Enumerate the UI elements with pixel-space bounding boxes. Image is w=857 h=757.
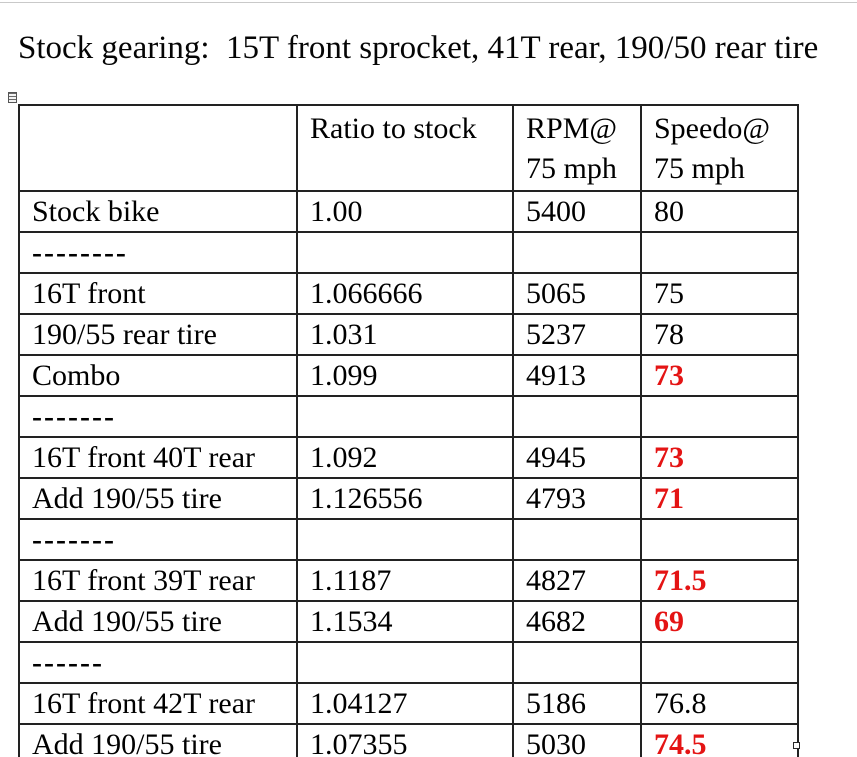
table-resize-handle[interactable]	[793, 742, 800, 749]
table-divider-row	[19, 642, 798, 683]
table-divider-row	[19, 396, 798, 437]
ratio-cell: 1.1534	[297, 601, 513, 642]
rpm-cell: 5400	[513, 191, 641, 232]
row-label-cell: 16T front 40T rear	[19, 437, 297, 478]
ratio-cell: 1.031	[297, 314, 513, 355]
rpm-cell: 4682	[513, 601, 641, 642]
table-row-add-190-55-tire	[19, 724, 798, 757]
speedo-cell: 71.5	[641, 560, 798, 601]
ratio-cell: 1.1187	[297, 560, 513, 601]
table-row-combo	[19, 355, 798, 396]
rpm-cell	[513, 642, 641, 683]
top-edge-line	[0, 2, 857, 3]
rpm-cell: 4945	[513, 437, 641, 478]
speedo-cell	[641, 396, 798, 437]
column-header-rpm-line2: 75 mph	[526, 152, 617, 185]
speedo-cell: 73	[641, 437, 798, 478]
speedo-cell: 80	[641, 191, 798, 232]
column-header-blank	[19, 105, 297, 191]
table-row-16t-front-40t-rear	[19, 437, 798, 478]
ratio-cell: 1.04127	[297, 683, 513, 724]
column-header-speedo-line1: Speedo@	[654, 112, 770, 145]
ratio-cell: 1.126556	[297, 478, 513, 519]
speedo-cell: 76.8	[641, 683, 798, 724]
page-title: Stock gearing: 15T front sprocket, 41T rear, 190/50 rear tire	[18, 30, 819, 66]
table-row-add-190-55-tire	[19, 478, 798, 519]
column-header-rpm	[513, 105, 641, 191]
column-header-rpm-line1: RPM@	[526, 112, 617, 145]
gearing-table	[18, 104, 799, 757]
speedo-cell: 74.5	[641, 724, 798, 757]
table-row-16t-front-42t-rear	[19, 683, 798, 724]
table-divider-row	[19, 519, 798, 560]
rpm-cell: 4913	[513, 355, 641, 396]
row-label-cell: Add 190/55 tire	[19, 478, 297, 519]
column-header-ratio: Ratio to stock	[297, 105, 513, 191]
row-label-cell: Combo	[19, 355, 297, 396]
ratio-cell	[297, 519, 513, 560]
ratio-cell	[297, 232, 513, 273]
table-row-16t-front-39t-rear	[19, 560, 798, 601]
table-row-190-55-rear-tire	[19, 314, 798, 355]
table-divider-row	[19, 232, 798, 273]
row-label-cell: Add 190/55 tire	[19, 601, 297, 642]
divider-dashes: ------	[19, 642, 297, 683]
rpm-cell	[513, 519, 641, 560]
table-row-add-190-55-tire	[19, 601, 798, 642]
speedo-cell	[641, 519, 798, 560]
table-move-handle-icon[interactable]	[8, 92, 17, 103]
ratio-cell: 1.07355	[297, 724, 513, 757]
ratio-cell: 1.092	[297, 437, 513, 478]
table-header-row	[19, 105, 798, 191]
row-label-cell: 16T front	[19, 273, 297, 314]
rpm-cell: 4793	[513, 478, 641, 519]
row-label-cell: 16T front 42T rear	[19, 683, 297, 724]
divider-dashes: --------	[19, 232, 297, 273]
ratio-cell	[297, 396, 513, 437]
speedo-cell	[641, 232, 798, 273]
divider-dashes: -------	[19, 519, 297, 560]
row-label-cell: 190/55 rear tire	[19, 314, 297, 355]
speedo-cell: 71	[641, 478, 798, 519]
ratio-cell: 1.00	[297, 191, 513, 232]
table-row-16t-front	[19, 273, 798, 314]
rpm-cell: 5237	[513, 314, 641, 355]
column-header-speedo	[641, 105, 798, 191]
ratio-cell: 1.066666	[297, 273, 513, 314]
speedo-cell	[641, 642, 798, 683]
rpm-cell	[513, 232, 641, 273]
row-label-cell: Stock bike	[19, 191, 297, 232]
ratio-cell: 1.099	[297, 355, 513, 396]
speedo-cell: 73	[641, 355, 798, 396]
divider-dashes: -------	[19, 396, 297, 437]
row-label-cell: 16T front 39T rear	[19, 560, 297, 601]
rpm-cell: 4827	[513, 560, 641, 601]
speedo-cell: 69	[641, 601, 798, 642]
rpm-cell: 5186	[513, 683, 641, 724]
rpm-cell: 5030	[513, 724, 641, 757]
speedo-cell: 78	[641, 314, 798, 355]
rpm-cell	[513, 396, 641, 437]
table-row-stock-bike	[19, 191, 798, 232]
column-header-speedo-line2: 75 mph	[654, 152, 745, 185]
ratio-cell	[297, 642, 513, 683]
speedo-cell: 75	[641, 273, 798, 314]
row-label-cell: Add 190/55 tire	[19, 724, 297, 757]
rpm-cell: 5065	[513, 273, 641, 314]
